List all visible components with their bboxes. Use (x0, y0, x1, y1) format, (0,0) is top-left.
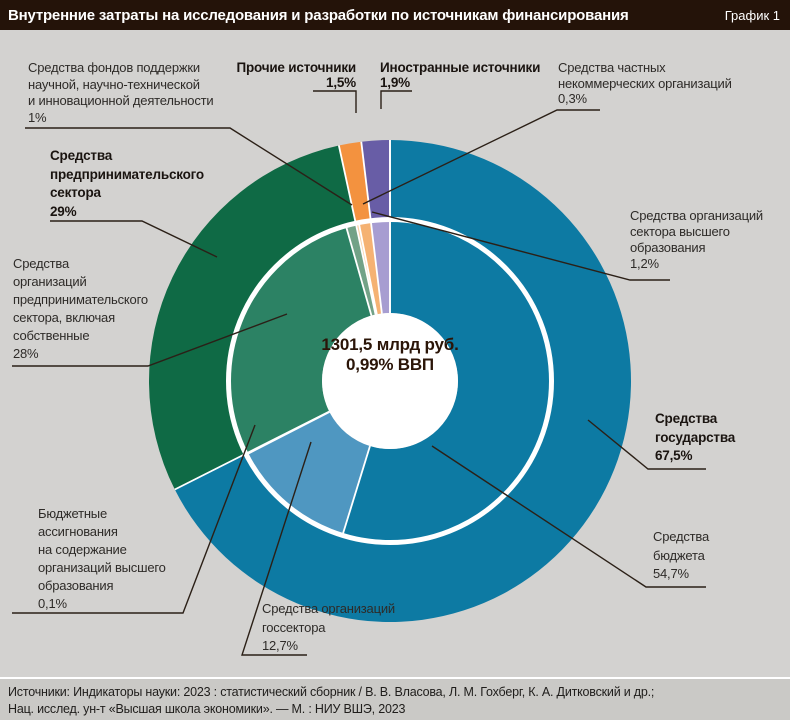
callout-foreign-sources (380, 60, 560, 90)
text-line: 54,7% (653, 566, 689, 581)
callout-funds-support (28, 60, 253, 126)
callout-business-sector (50, 147, 220, 221)
text-line: 29% (50, 203, 77, 219)
text-line: Прочие источники (236, 60, 356, 75)
page-title: Внутренние затраты на исследования и разработки по источникам финансирования (8, 6, 629, 24)
figure-number: График 1 (724, 7, 780, 23)
text-line: образования (630, 240, 706, 255)
text-line: бюджета (653, 547, 705, 563)
text-line: Средства (50, 148, 113, 163)
text-line: Средства частных (558, 60, 666, 75)
text-line: Нац. исслед. ун-т «Высшая школа экономики». — М. : НИУ ВШЭ, 2023 (8, 702, 406, 716)
text-line: 0,1% (38, 596, 67, 611)
text-line: Источники: Индикаторы науки: 2023 : статистический сборник / В. В. Власова, Л. М. Гохберг, К. А. Дитковский и др.; (8, 685, 655, 699)
donut-center-hole (322, 313, 458, 449)
text-line: 1,5% (326, 75, 356, 90)
callout-state-funds (655, 410, 785, 466)
text-line: Средства (655, 411, 718, 426)
text-line: Средства фондов поддержки (28, 60, 200, 75)
text-line: 1301,5 млрд руб. (321, 335, 459, 354)
text-line: 28% (13, 346, 39, 361)
text-line: Иностранные источники (380, 60, 541, 75)
center-total-label (280, 335, 500, 375)
text-line: ассигнования (38, 524, 118, 539)
text-line: 1,9% (380, 75, 410, 90)
text-line: 1% (28, 109, 47, 125)
text-line: сектора (50, 185, 101, 200)
text-line: организаций высшего (38, 560, 166, 575)
callout-other-sources (230, 60, 356, 90)
callout-business-sector-orgs (13, 255, 173, 363)
text-line: 67,5% (655, 448, 693, 463)
text-line: 12,7% (262, 638, 298, 653)
chart-area (0, 30, 790, 677)
text-line: предпринимательского (50, 166, 204, 182)
text-line: госсектора (262, 619, 326, 635)
text-line: Средства организаций (630, 208, 763, 223)
text-line: предпринимательского (13, 292, 148, 307)
callout-gov-sector-orgs (262, 600, 422, 656)
text-line: 1,2% (630, 256, 659, 271)
text-line: сектора высшего (630, 224, 730, 239)
text-line: 0,3% (558, 91, 587, 106)
text-line: собственные (13, 328, 90, 343)
callout-higher-edu-orgs (630, 208, 785, 272)
text-line: Средства организаций (262, 601, 395, 616)
text-line: на содержание (38, 542, 127, 557)
text-line: научной, научно-технической (28, 76, 200, 92)
text-line: Средства (13, 256, 69, 271)
text-line: организаций (13, 274, 87, 289)
text-line: некоммерческих организаций (558, 75, 732, 91)
source-note (0, 677, 790, 720)
title-bar (0, 0, 790, 30)
callout-budget-funds (653, 528, 783, 584)
callout-private-nonprofit (558, 60, 758, 107)
text-line: 0,99% ВВП (346, 355, 434, 374)
callout-budget-allocations (38, 505, 198, 613)
connector-other-sources (313, 91, 356, 113)
text-line: государства (655, 429, 736, 445)
text-line: сектора, включая (13, 310, 115, 325)
text-line: Средства (653, 529, 709, 544)
text-line: Бюджетные (38, 506, 107, 521)
connector-foreign-sources (381, 91, 412, 109)
text-line: образования (38, 578, 114, 593)
donut-rings (149, 140, 631, 622)
text-line: и инновационной деятельности (28, 93, 214, 108)
